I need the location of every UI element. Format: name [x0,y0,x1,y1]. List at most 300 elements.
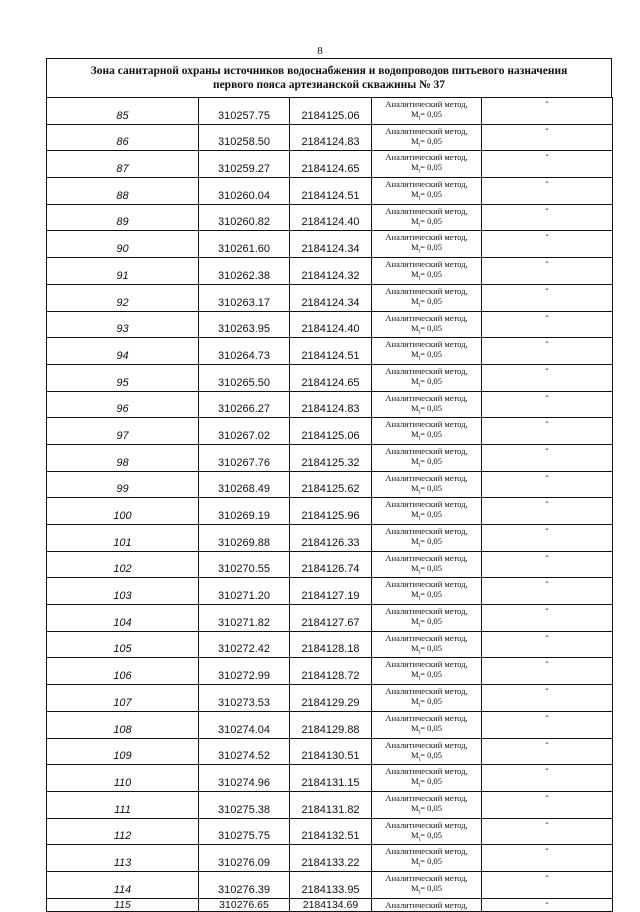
coordinate-x: 310264.73 [199,338,290,365]
accuracy-symbol: M [410,322,419,333]
point-number: 110 [47,765,199,792]
coordinate-y: 2184124.40 [290,311,372,338]
accuracy-value: = 0,05 [420,269,443,280]
coordinates-table-body [47,98,613,912]
accuracy-symbol: M [410,536,419,546]
table-row [47,311,613,338]
determination-method [372,525,482,552]
coordinate-x: 310275.75 [199,818,290,845]
accuracy-value: = 0,05 [420,642,443,653]
accuracy-symbol: M [410,242,419,253]
method-label: Аналитический метод, [385,285,468,296]
accuracy-subscript: t [418,409,421,416]
accuracy-label [372,589,481,604]
accuracy-subscript: t [418,649,421,656]
determination-method [372,631,482,658]
accuracy-value: = 0,05 [420,562,443,573]
accuracy-subscript: t [418,862,421,869]
accuracy-label [372,323,481,338]
method-label: Аналитический метод, [385,472,468,483]
accuracy-value: = 0,05 [420,162,443,173]
accuracy-label [372,830,481,845]
determination-method [372,258,482,285]
method-label: Аналитический метод, [385,552,468,563]
accuracy-dash: - [482,605,613,632]
method-label: Аналитический метод, [385,712,468,723]
accuracy-dash: - [482,871,613,898]
accuracy-subscript: t [418,489,421,496]
accuracy-symbol: M [410,722,419,733]
document-sheet [46,58,612,912]
table-row [47,605,613,632]
table-row [47,818,613,845]
accuracy-value: = 0,05 [420,616,443,627]
table-row [47,231,613,258]
accuracy-value: = 0,05 [420,349,443,360]
coordinate-x: 310267.02 [199,418,290,445]
accuracy-dash: - [482,711,613,738]
point-number: 113 [47,845,199,872]
coordinate-y: 2184124.40 [290,204,372,231]
accuracy-value: = 0,05 [420,189,443,200]
accuracy-subscript: t [418,809,421,816]
coordinate-x: 310276.65 [199,898,290,911]
method-label: Аналитический метод, [385,579,468,590]
accuracy-value: = 0,05 [420,215,443,226]
coordinate-x: 310263.95 [199,311,290,338]
accuracy-symbol: M [410,349,419,360]
accuracy-label [372,616,481,631]
coordinate-x: 310266.27 [199,391,290,418]
coordinate-x: 310261.60 [199,231,290,258]
accuracy-dash: - [482,311,613,338]
accuracy-value: = 0,05 [420,776,443,787]
table-row [47,151,613,178]
coordinate-y: 2184127.19 [290,578,372,605]
accuracy-value: = 0,05 [420,589,443,600]
accuracy-dash: - [482,738,613,765]
coordinate-y: 2184125.62 [290,471,372,498]
method-label: Аналитический метод, [385,312,468,323]
coordinate-y: 2184131.15 [290,765,372,792]
accuracy-label [372,269,481,284]
method-label: Аналитический метод, [385,819,468,830]
accuracy-value: = 0,05 [420,856,443,867]
accuracy-dash: - [482,231,613,258]
determination-method [372,311,482,338]
determination-method [372,738,482,765]
method-label: Аналитический метод, [385,899,468,910]
accuracy-symbol: M [410,455,419,466]
accuracy-subscript: t [418,329,421,336]
accuracy-value: = 0,05 [420,242,443,253]
determination-method [372,818,482,845]
table-row [47,124,613,151]
coordinate-y: 2184128.72 [290,658,372,685]
accuracy-dash: - [482,151,613,178]
coordinate-y: 2184125.32 [290,444,372,471]
accuracy-symbol: M [410,616,419,627]
accuracy-subscript: t [418,249,421,256]
method-label: Аналитический метод, [385,872,468,883]
point-number: 95 [47,364,199,391]
point-number: 91 [47,258,199,285]
accuracy-label [372,242,481,257]
accuracy-symbol: M [410,856,419,867]
table-row [47,258,613,285]
determination-method [372,711,482,738]
accuracy-label [372,723,481,738]
point-number: 85 [47,98,199,125]
accuracy-value: = 0,05 [420,509,443,520]
coordinate-x: 310260.04 [199,178,290,205]
determination-method [372,231,482,258]
accuracy-dash: - [482,551,613,578]
accuracy-label [372,856,481,871]
accuracy-symbol: M [410,829,419,840]
accuracy-dash: - [482,418,613,445]
method-label: Аналитический метод, [385,125,468,136]
accuracy-subscript: t [418,462,421,469]
determination-method [372,338,482,365]
table-row [47,871,613,898]
accuracy-label [372,643,481,658]
coordinate-x: 310271.82 [199,605,290,632]
accuracy-symbol: M [410,562,419,573]
accuracy-dash: - [482,845,613,872]
coordinate-x: 310257.75 [199,98,290,125]
accuracy-symbol: M [410,749,419,760]
accuracy-value: = 0,05 [420,375,443,386]
accuracy-subscript: t [418,355,421,362]
method-label: Аналитический метод, [385,739,468,750]
accuracy-symbol: M [410,776,419,787]
determination-method [372,444,482,471]
accuracy-symbol: M [410,189,419,200]
accuracy-value: = 0,05 [420,109,443,119]
coordinate-y: 2184134.69 [290,898,372,911]
table-row [47,498,613,525]
point-number: 101 [47,525,199,552]
coordinate-x: 310259.27 [199,151,290,178]
table-row [47,738,613,765]
coordinate-x: 310263.17 [199,284,290,311]
accuracy-subscript: t [418,142,421,149]
method-label: Аналитический метод, [385,365,468,376]
determination-method [372,98,482,125]
point-number: 108 [47,711,199,738]
coordinate-y: 2184131.82 [290,791,372,818]
method-label: Аналитический метод, [385,632,468,643]
method-label: Аналитический метод, [385,659,468,670]
coordinate-x: 310258.50 [199,124,290,151]
table-row [47,204,613,231]
accuracy-label [372,109,481,124]
table-row [47,685,613,712]
accuracy-dash: - [482,444,613,471]
accuracy-subscript: t [418,382,421,389]
point-number: 103 [47,578,199,605]
table-title-line-1: Зона санитарной охраны источников водоснабжения и водопроводов питьевого назначения [90,65,568,77]
point-number: 88 [47,178,199,205]
determination-method [372,498,482,525]
accuracy-value: = 0,05 [420,429,443,440]
table-row [47,551,613,578]
coordinate-x: 310272.42 [199,631,290,658]
coordinate-x: 310269.88 [199,525,290,552]
accuracy-symbol: M [410,642,419,653]
table-row [47,658,613,685]
accuracy-dash: - [482,258,613,285]
accuracy-dash: - [482,124,613,151]
method-label: Аналитический метод, [385,766,468,777]
coordinate-x: 310270.55 [199,551,290,578]
accuracy-dash: - [482,364,613,391]
point-number: 107 [47,685,199,712]
determination-method [372,151,482,178]
accuracy-dash: - [482,658,613,685]
table-row [47,631,613,658]
accuracy-dash: - [482,471,613,498]
table-row [47,525,613,552]
determination-method [372,471,482,498]
coordinate-y: 2184124.34 [290,284,372,311]
accuracy-symbol: M [410,269,419,280]
coordinate-x: 310274.52 [199,738,290,765]
table-row [47,845,613,872]
accuracy-symbol: M [410,482,419,493]
accuracy-subscript: t [418,622,421,629]
accuracy-label [372,883,481,898]
coordinate-y: 2184133.95 [290,871,372,898]
method-label: Аналитический метод, [385,445,468,456]
determination-method [372,791,482,818]
point-number: 106 [47,658,199,685]
table-title-line-2: первого пояса артезианской скважины № 37 [212,79,446,91]
accuracy-symbol: M [410,109,419,119]
table-row [47,471,613,498]
table-row [47,284,613,311]
coordinate-x: 310267.76 [199,444,290,471]
accuracy-dash: - [482,338,613,365]
determination-method [372,845,482,872]
accuracy-label [372,403,481,418]
accuracy-dash: - [482,685,613,712]
accuracy-label [372,483,481,498]
method-label: Аналитический метод, [385,792,468,803]
table-row [47,791,613,818]
accuracy-value: = 0,05 [420,322,443,333]
coordinate-y: 2184126.33 [290,525,372,552]
accuracy-label [372,509,481,524]
accuracy-dash: - [482,204,613,231]
coordinate-y: 2184132.51 [290,818,372,845]
coordinates-table [46,97,613,912]
table-row [47,178,613,205]
coordinate-x: 310275.38 [199,791,290,818]
coordinate-y: 2184129.29 [290,685,372,712]
coordinate-y: 2184125.96 [290,498,372,525]
accuracy-symbol: M [410,295,419,306]
accuracy-symbol: M [410,215,419,226]
method-label: Аналитический метод, [385,499,468,510]
coordinate-y: 2184129.88 [290,711,372,738]
table-row [47,418,613,445]
coordinate-y: 2184124.65 [290,364,372,391]
point-number: 94 [47,338,199,365]
point-number: 97 [47,418,199,445]
point-number: 98 [47,444,199,471]
accuracy-value: = 0,05 [420,482,443,493]
accuracy-dash: - [482,525,613,552]
accuracy-value: = 0,05 [420,455,443,466]
accuracy-symbol: M [410,802,419,813]
accuracy-dash: - [482,898,613,911]
point-number: 111 [47,791,199,818]
determination-method [372,765,482,792]
accuracy-label [372,776,481,791]
accuracy-dash: - [482,578,613,605]
accuracy-label [372,669,481,684]
point-number: 92 [47,284,199,311]
accuracy-label [372,189,481,204]
accuracy-subscript: t [418,516,421,522]
accuracy-value: = 0,05 [420,722,443,733]
accuracy-subscript: t [418,729,421,736]
accuracy-label [372,429,481,444]
table-row [47,711,613,738]
accuracy-subscript: t [418,702,421,709]
point-number: 87 [47,151,199,178]
accuracy-dash: - [482,98,613,125]
point-number: 109 [47,738,199,765]
coordinate-x: 310276.09 [199,845,290,872]
coordinate-x: 310276.39 [199,871,290,898]
accuracy-label [372,136,481,151]
method-label: Аналитический метод, [385,339,468,350]
accuracy-symbol: M [410,696,419,707]
table-title [46,58,612,97]
coordinate-x: 310260.82 [199,204,290,231]
coordinate-y: 2184128.18 [290,631,372,658]
accuracy-label [372,803,481,818]
accuracy-dash: - [482,498,613,525]
accuracy-subscript: t [418,782,421,789]
accuracy-symbol: M [410,402,419,413]
accuracy-label [372,696,481,711]
coordinate-x: 310262.38 [199,258,290,285]
accuracy-label [372,376,481,391]
determination-method [372,124,482,151]
coordinate-y: 2184127.67 [290,605,372,632]
coordinate-x: 310268.49 [199,471,290,498]
determination-method [372,364,482,391]
accuracy-subscript: t [418,169,421,176]
point-number: 86 [47,124,199,151]
accuracy-symbol: M [410,375,419,386]
coordinate-y: 2184124.32 [290,258,372,285]
determination-method [372,871,482,898]
determination-method [372,178,482,205]
coordinate-y: 2184125.06 [290,98,372,125]
coordinate-y: 2184124.34 [290,231,372,258]
page-number: 8 [317,45,323,57]
method-label: Аналитический метод, [385,419,468,430]
table-row [47,364,613,391]
coordinate-y: 2184126.74 [290,551,372,578]
method-label: Аналитический метод, [385,846,468,857]
method-label: Аналитический метод, [385,526,468,536]
coordinate-y: 2184124.83 [290,124,372,151]
method-label: Аналитический метод, [385,606,468,617]
coordinate-y: 2184133.22 [290,845,372,872]
determination-method [372,204,482,231]
determination-method [372,284,482,311]
method-label: Аналитический метод, [385,232,468,243]
coordinate-x: 310274.96 [199,765,290,792]
accuracy-subscript: t [418,596,421,603]
accuracy-symbol: M [410,135,419,146]
coordinate-y: 2184125.06 [290,418,372,445]
accuracy-dash: - [482,818,613,845]
point-number: 90 [47,231,199,258]
accuracy-label [372,536,481,551]
determination-method [372,658,482,685]
accuracy-value: = 0,05 [420,882,443,893]
table-row [47,765,613,792]
point-number: 99 [47,471,199,498]
accuracy-label [372,563,481,578]
method-label: Аналитический метод, [385,205,468,216]
point-number: 100 [47,498,199,525]
accuracy-symbol: M [410,589,419,600]
accuracy-symbol: M [410,669,419,680]
method-label: Аналитический метод, [385,392,468,403]
accuracy-value: = 0,05 [420,135,443,146]
accuracy-value: = 0,05 [420,669,443,680]
accuracy-value: = 0,05 [420,749,443,760]
accuracy-subscript: t [418,889,421,896]
coordinate-x: 310265.50 [199,364,290,391]
accuracy-subscript: t [418,542,421,549]
accuracy-value: = 0,05 [420,696,443,707]
accuracy-value: = 0,05 [420,536,443,546]
accuracy-dash: - [482,765,613,792]
coordinate-x: 310273.53 [199,685,290,712]
determination-method [372,551,482,578]
method-label: Аналитический метод, [385,152,468,163]
coordinate-x: 310274.04 [199,711,290,738]
accuracy-label [372,456,481,471]
table-row [47,444,613,471]
accuracy-label [372,296,481,311]
accuracy-label [372,216,481,231]
method-label: Аналитический метод, [385,179,468,190]
table-row [47,391,613,418]
coordinate-x: 310272.99 [199,658,290,685]
accuracy-symbol: M [410,882,419,893]
table-row [47,578,613,605]
point-number: 115 [47,898,199,911]
accuracy-subscript: t [418,836,421,843]
accuracy-subscript: t [418,435,421,442]
determination-method [372,418,482,445]
point-number: 112 [47,818,199,845]
accuracy-dash: - [482,178,613,205]
determination-method [372,578,482,605]
point-number: 104 [47,605,199,632]
accuracy-subscript: t [418,676,421,683]
